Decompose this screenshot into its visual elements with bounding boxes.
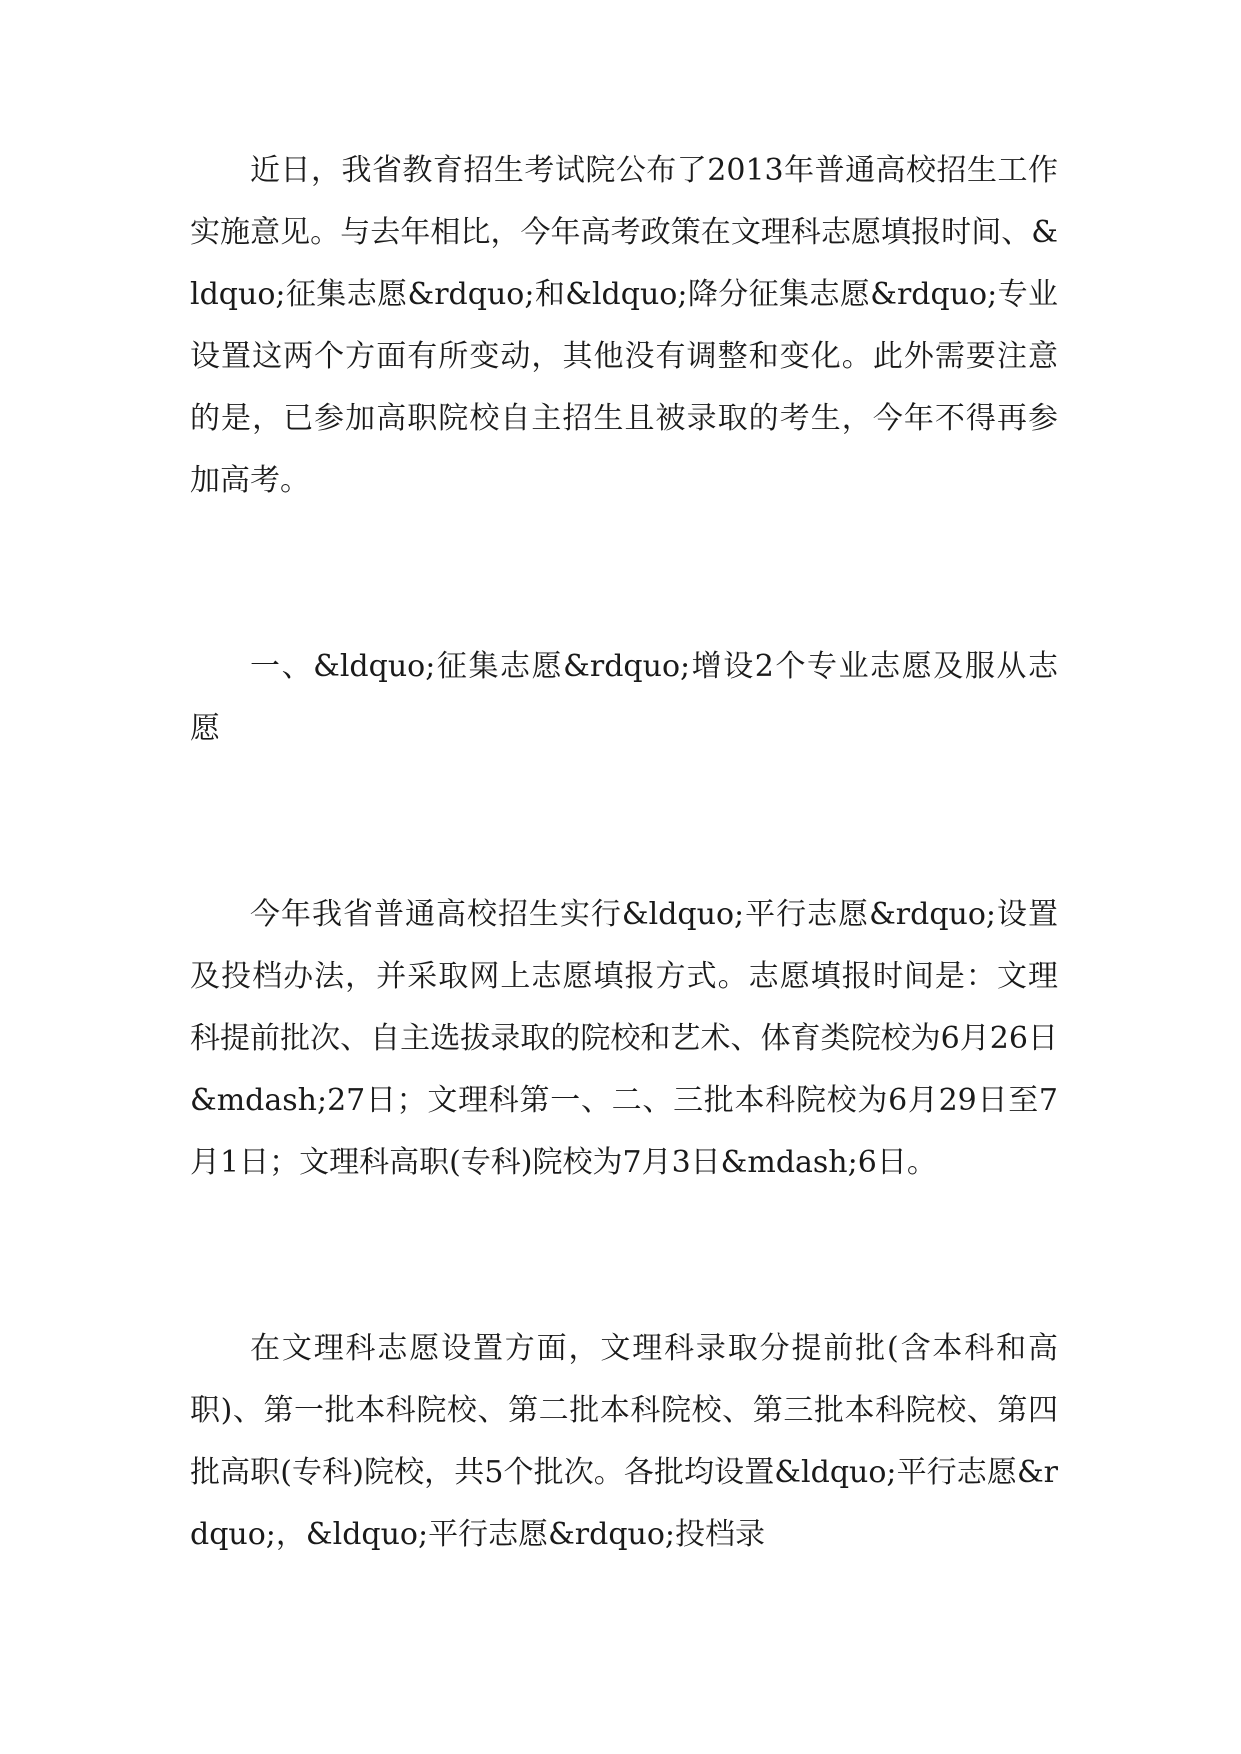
document-body	[190, 140, 1058, 1566]
paragraph-spacer	[190, 1194, 1058, 1318]
section-heading-1: 一、&ldquo;征集志愿&rdquo;增设2个专业志愿及服从志愿	[190, 649, 1058, 746]
paragraph-schedule: 今年我省普通高校招生实行&ldquo;平行志愿&rdquo;设置及投档办法，并采取网上志愿填报方式。志愿填报时间是：文理科提前批次、自主选拔录取的院校和艺术、体育类院校为6月26日&mdash;27日；文理科第一、二、三批本科院校为6月29日至7月1日；文理科高职(专科)院校为7月3日&mdash;6日。	[190, 897, 1058, 1180]
paragraph-spacer	[190, 512, 1058, 636]
paragraph-batches: 在文理科志愿设置方面，文理科录取分提前批(含本科和高职)、第一批本科院校、第二批本科院校、第三批本科院校、第四批高职(专科)院校，共5个批次。各批均设置&ldquo;平行志愿&rdquo;，&ldquo;平行志愿&rdquo;投档录	[190, 1331, 1058, 1552]
paragraph-spacer	[190, 760, 1058, 884]
paragraph-intro: 近日，我省教育招生考试院公布了2013年普通高校招生工作实施意见。与去年相比，今年高考政策在文理科志愿填报时间、&ldquo;征集志愿&rdquo;和&ldquo;降分征集志愿&rdquo;专业设置这两个方面有所变动，其他没有调整和变化。此外需要注意的是，已参加高职院校自主招生且被录取的考生，今年不得再参加高考。	[190, 153, 1058, 498]
